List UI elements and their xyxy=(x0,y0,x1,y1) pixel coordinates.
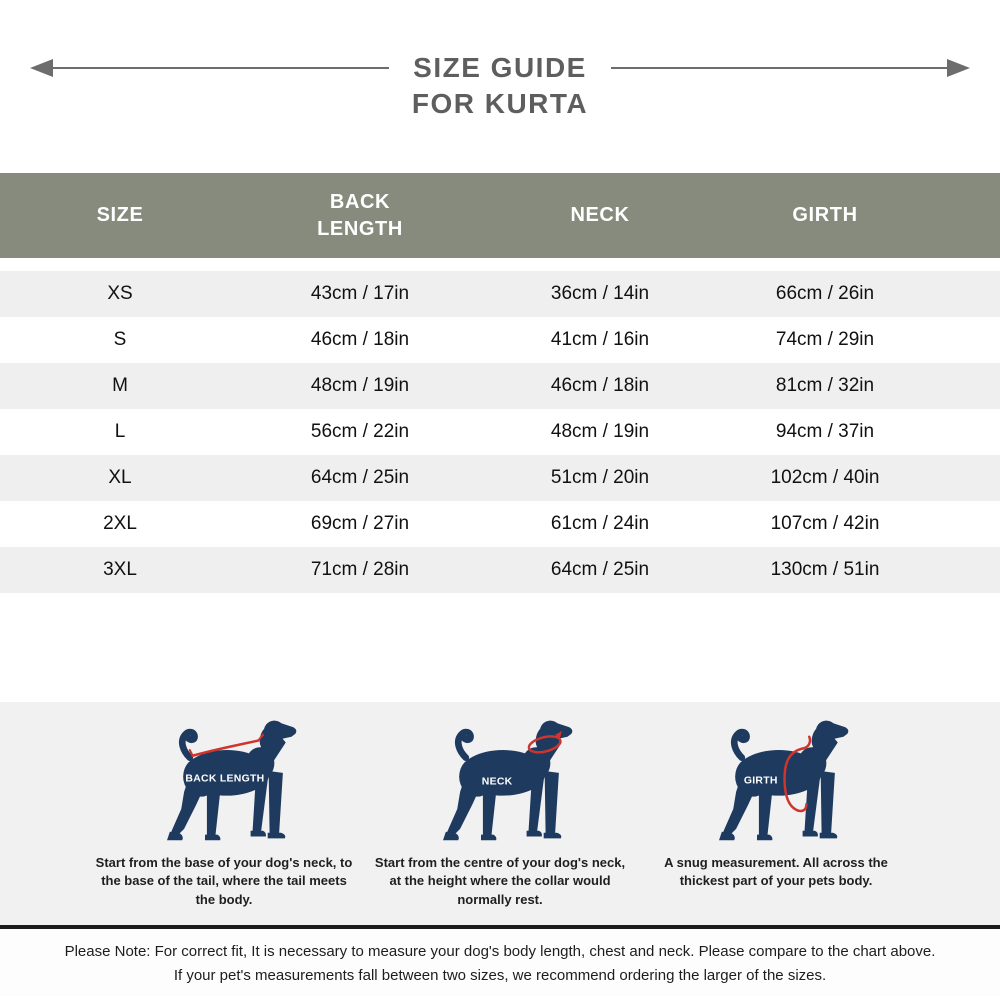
back-length-guide xyxy=(88,708,360,925)
girth-cell: 130cm / 51in xyxy=(770,559,880,580)
note-line-1: Please Note: For correct fit, It is necessary to measure your dog's body length, chest and neck. Please compare to the chart above. xyxy=(64,943,936,960)
back-length-cell: 69cm / 27in xyxy=(310,513,410,534)
girth-cell: 74cm / 29in xyxy=(775,329,875,350)
right-arrow-icon xyxy=(947,59,970,77)
title-section xyxy=(0,0,1000,173)
back-length-description: Start from the base of your dog's neck, to the base of the tail, where the tail meets the body. xyxy=(95,855,353,907)
header-back-length: BACK LENGTH xyxy=(317,190,403,240)
size-cell: 2XL xyxy=(103,513,137,534)
neck-cell: 61cm / 24in xyxy=(550,513,650,534)
size-table xyxy=(0,173,1000,593)
size-cell: XS xyxy=(107,283,133,304)
back-length-cell: 64cm / 25in xyxy=(310,467,410,488)
neck-label: NECK xyxy=(481,776,513,788)
table-row xyxy=(0,363,1000,409)
size-cell: 3XL xyxy=(103,559,137,580)
table-row xyxy=(0,455,1000,501)
table-header-row xyxy=(0,173,1000,258)
neck-cell: 36cm / 14in xyxy=(550,283,650,304)
page-subtitle: FOR KURTA xyxy=(411,88,589,119)
header-girth: GIRTH xyxy=(792,204,858,226)
back-length-cell: 71cm / 28in xyxy=(310,559,410,580)
girth-cell: 66cm / 26in xyxy=(775,283,875,304)
neck-cell: 41cm / 16in xyxy=(550,329,650,350)
header-size: SIZE xyxy=(96,204,144,226)
neck-dog-illustration xyxy=(405,708,595,851)
title-row xyxy=(0,52,1000,84)
measurement-guide-section xyxy=(0,702,1000,925)
neck-cell: 48cm / 19in xyxy=(550,421,650,442)
page-title: SIZE GUIDE xyxy=(413,52,587,83)
size-cell: M xyxy=(112,375,128,396)
neck-cell: 46cm / 18in xyxy=(550,375,650,396)
girth-cell: 81cm / 32in xyxy=(775,375,875,396)
table-row xyxy=(0,409,1000,455)
table-row xyxy=(0,271,1000,317)
girth-cell: 107cm / 42in xyxy=(770,513,880,534)
table-row xyxy=(0,547,1000,593)
neck-guide xyxy=(364,708,636,925)
girth-description: A snug measurement. All across the thickest part of your pets body. xyxy=(664,855,888,889)
girth-label: GIRTH xyxy=(743,775,778,787)
girth-guide xyxy=(640,708,912,925)
right-arrow-line xyxy=(611,67,950,69)
table-row xyxy=(0,501,1000,547)
note-line-2: If your pet's measurements fall between two sizes, we recommend ordering the larger of the sizes. xyxy=(173,967,827,984)
neck-cell: 51cm / 20in xyxy=(550,467,650,488)
back-length-label: BACK LENGTH xyxy=(185,773,265,785)
table-row xyxy=(0,317,1000,363)
back-length-cell: 46cm / 18in xyxy=(310,329,410,350)
back-length-cell: 43cm / 17in xyxy=(310,283,410,304)
size-cell: L xyxy=(114,421,126,442)
girth-cell: 102cm / 40in xyxy=(770,467,880,488)
back-length-cell: 48cm / 19in xyxy=(310,375,410,396)
header-neck: NECK xyxy=(570,204,630,226)
neck-cell: 64cm / 25in xyxy=(550,559,650,580)
girth-dog-illustration xyxy=(681,708,871,851)
size-cell: XL xyxy=(108,467,132,488)
girth-cell: 94cm / 37in xyxy=(775,421,875,442)
left-arrow-line xyxy=(50,67,389,69)
note-section xyxy=(0,929,1000,996)
table-body xyxy=(0,271,1000,593)
back-length-cell: 56cm / 22in xyxy=(310,421,410,442)
back-length-dog-illustration xyxy=(129,708,319,851)
neck-description: Start from the centre of your dog's neck, at the height where the collar would normally rest. xyxy=(374,855,626,907)
size-cell: S xyxy=(113,329,127,350)
